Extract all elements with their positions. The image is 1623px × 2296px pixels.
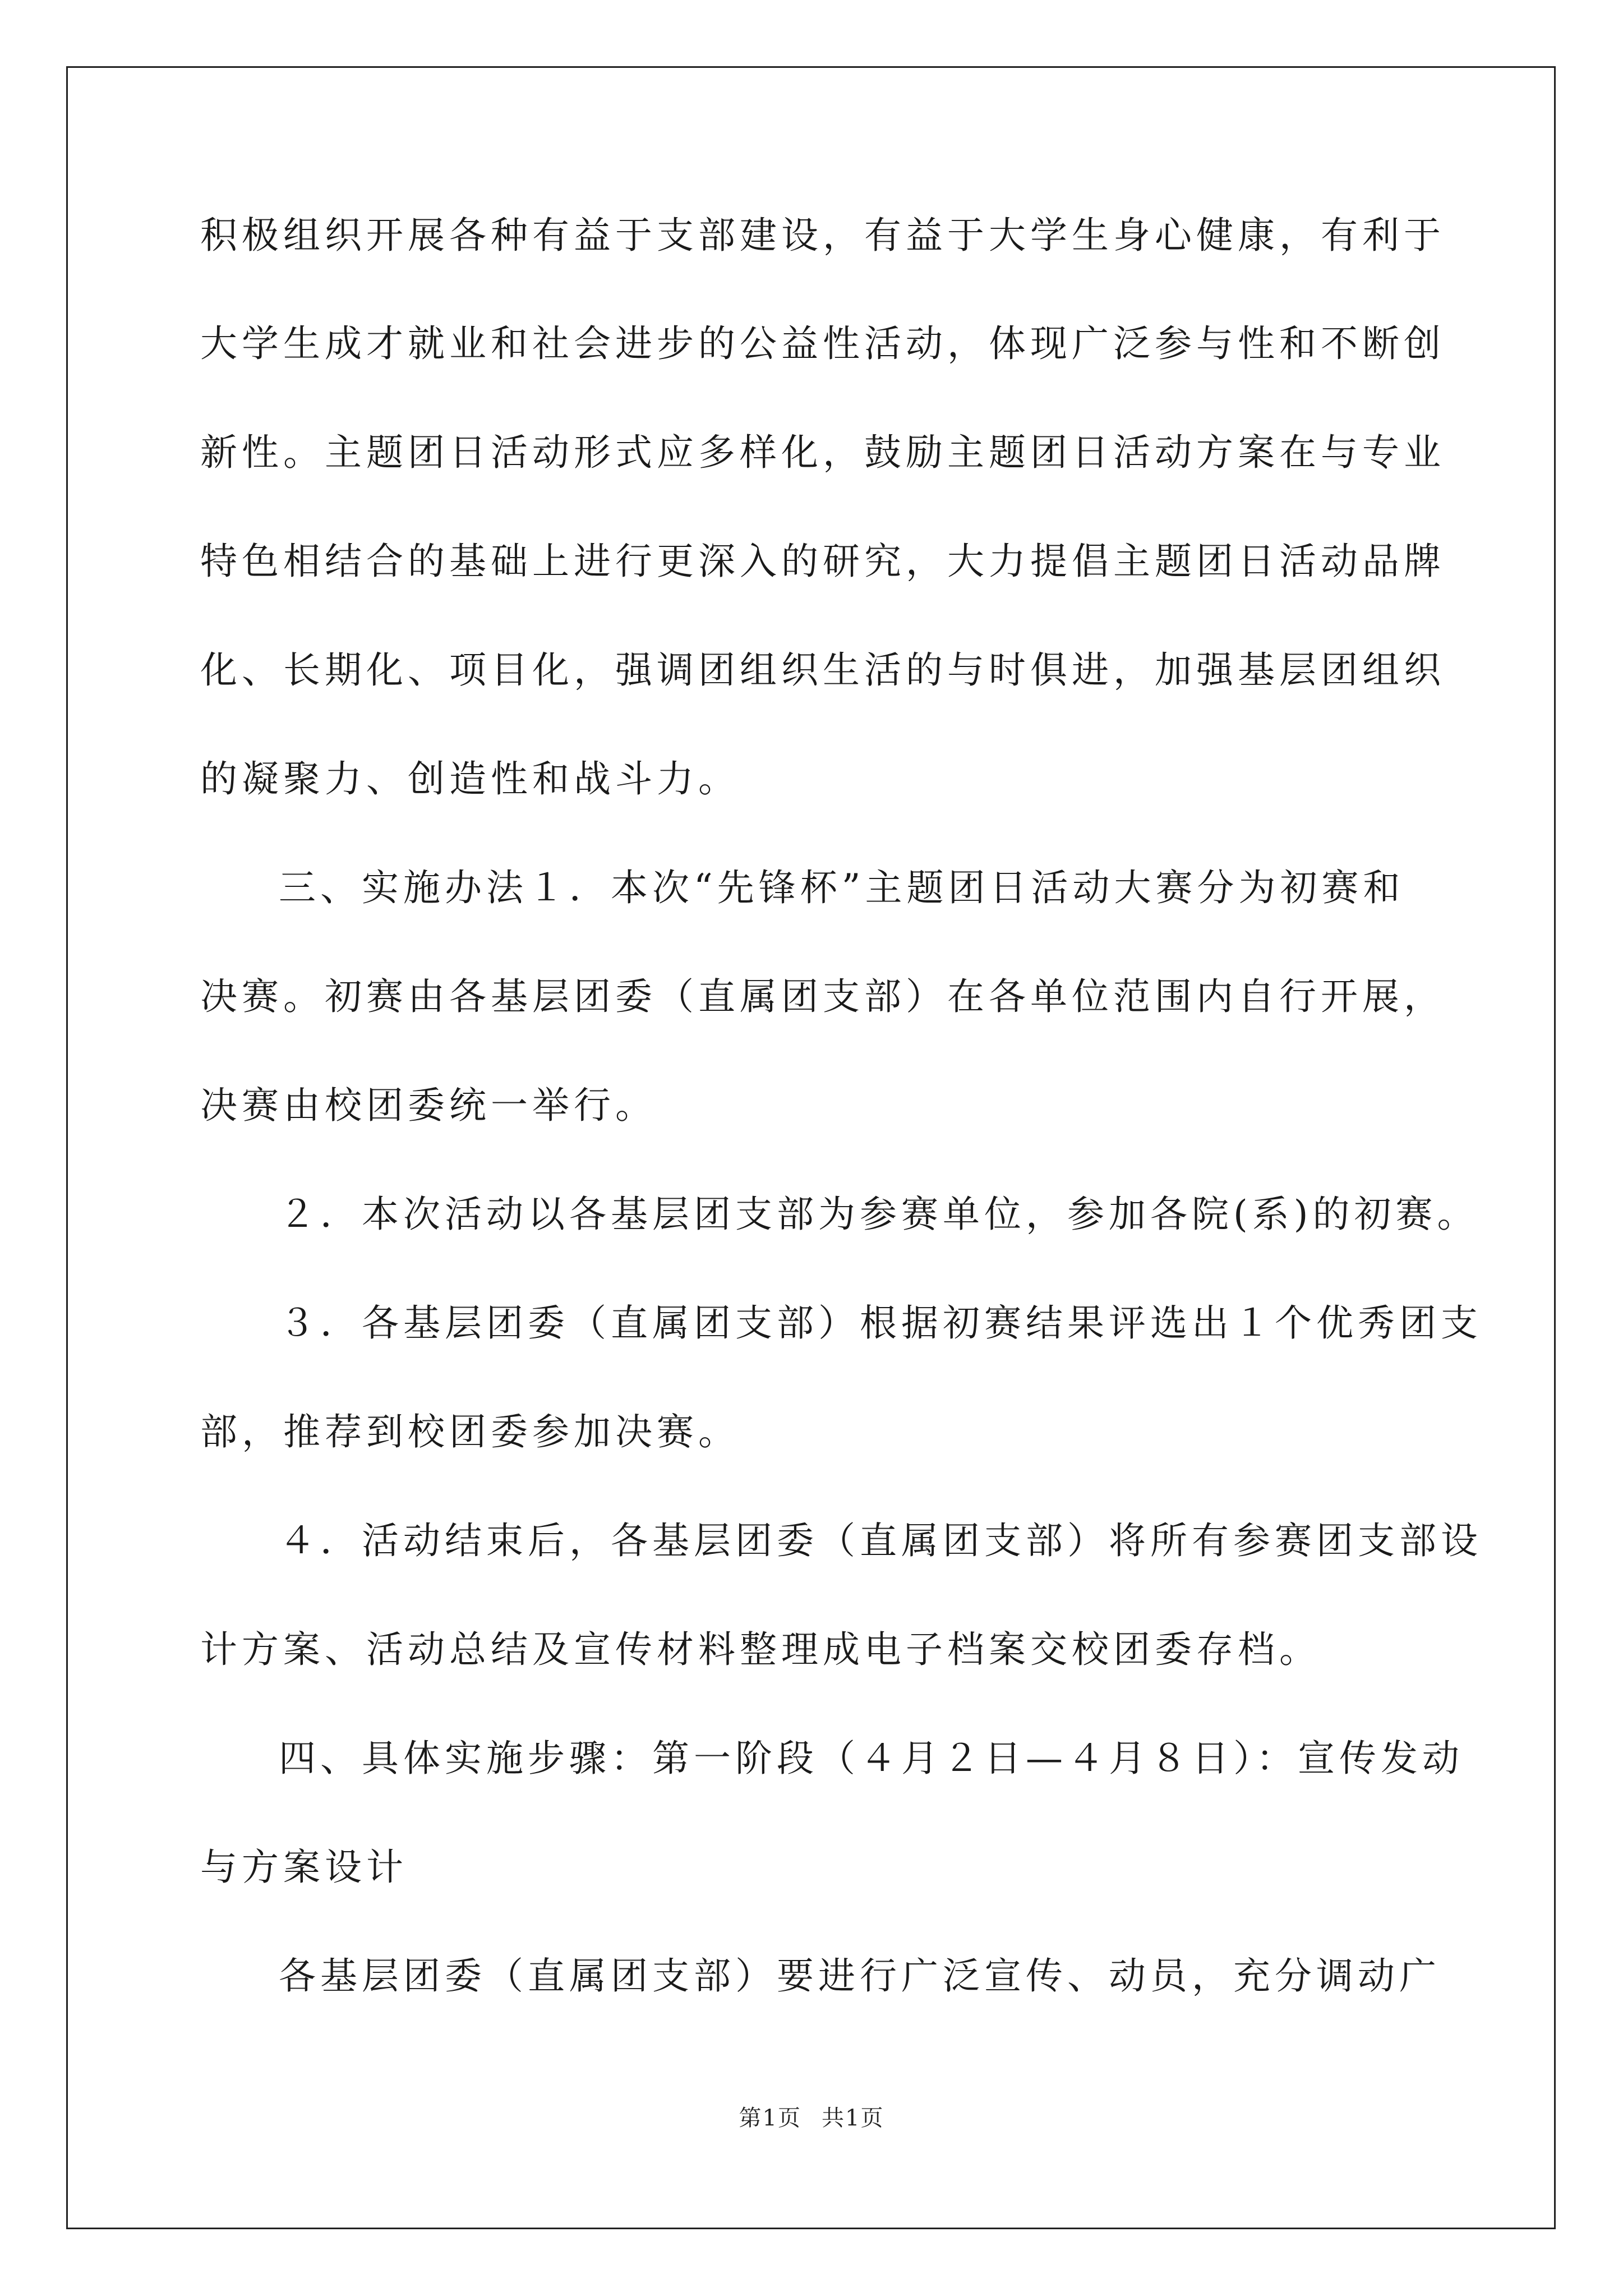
text-line: ２．本次活动以各基层团支部为参赛单位，参加各院(系)的初赛。 — [279, 1193, 1479, 1236]
text-line: ３．各基层团委（直属团支部）根据初赛结果评选出１个优秀团支 — [279, 1301, 1482, 1345]
page-border — [66, 66, 1556, 2229]
text-line: 决赛。初赛由各基层团委（直属团支部）在各单位范围内自行开展， — [200, 975, 1445, 1018]
text-line: 积极组织开展各种有益于支部建设，有益于大学生身心健康，有利于 — [200, 214, 1445, 257]
page-footer — [0, 2105, 1623, 2132]
text-line: 大学生成才就业和社会进步的公益性活动，体现广泛参与性和不断创 — [200, 322, 1445, 365]
page-number: 第1页 — [739, 2105, 801, 2131]
text-line: 化、长期化、项目化，强调团组织生活的与时俱进，加强基层团组织 — [200, 648, 1445, 692]
text-line: 与方案设计 — [200, 1846, 408, 1889]
text-line: 各基层团委（直属团支部）要进行广泛宣传、动员，充分调动广 — [279, 1954, 1441, 1998]
text-line: 特色相结合的基础上进行更深入的研究，大力提倡主题团日活动品牌 — [200, 540, 1445, 583]
text-line: 的凝聚力、创造性和战斗力。 — [200, 757, 740, 800]
text-line: 决赛由校团委统一举行。 — [200, 1084, 657, 1127]
text-line: ４．活动结束后，各基层团委（直属团支部）将所有参赛团支部设 — [279, 1519, 1482, 1562]
text-line: 计方案、活动总结及宣传材料整理成电子档案交校团委存档。 — [200, 1628, 1321, 1671]
page-total: 共1页 — [822, 2105, 884, 2131]
text-line: 部，推荐到校团委参加决赛。 — [200, 1410, 740, 1453]
text-line: 新性。主题团日活动形式应多样化，鼓励主题团日活动方案在与专业 — [200, 431, 1445, 474]
text-line: 四、具体实施步骤：第一阶段（４月２日—４月８日）：宣传发动 — [279, 1737, 1464, 1780]
text-line: 三、实施办法１．本次“先锋杯”主题团日活动大赛分为初赛和 — [279, 866, 1405, 909]
